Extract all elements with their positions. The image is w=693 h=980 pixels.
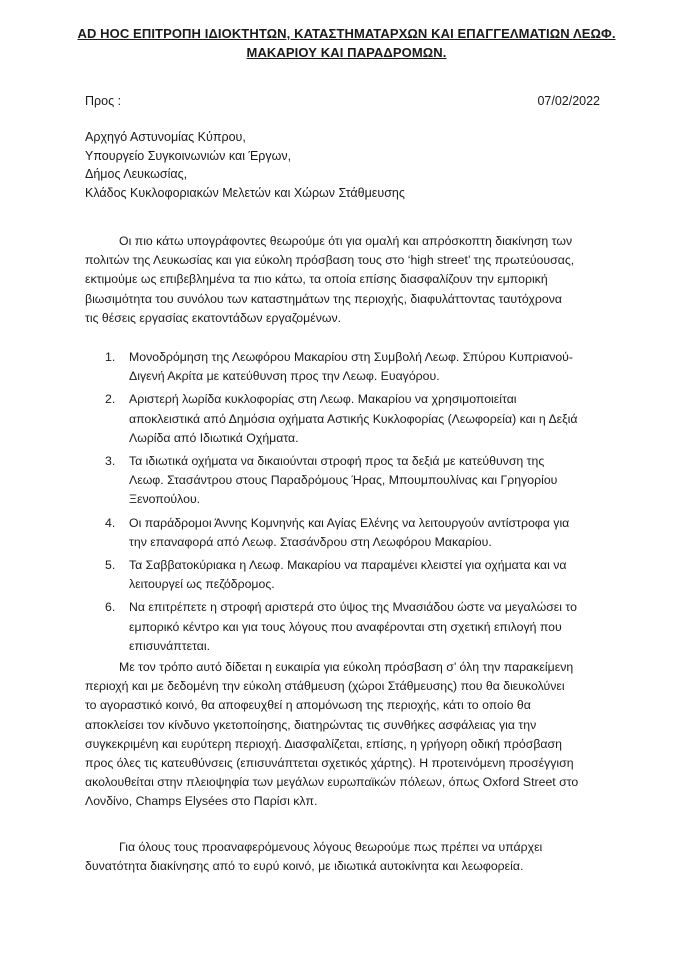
document-date: 07/02/2022 <box>537 94 600 108</box>
list-item <box>105 348 625 386</box>
document-title <box>60 24 633 62</box>
item-number: 4. <box>105 515 116 530</box>
intro-paragraph <box>85 232 615 328</box>
recipient: Αρχηγό Αστυνομίας Κύπρου, <box>85 130 246 144</box>
body-paragraph-2 <box>85 658 615 812</box>
proposals-list <box>105 348 625 660</box>
recipient: Δήμος Λευκωσίας, <box>85 167 188 181</box>
item-line: Τα Σαββατοκύριακα η Λεωφ. Μακαρίου να παραμένει κλειστεί για οχήματα και να <box>129 558 567 573</box>
item-line: Διγενή Ακρίτα με κατεύθυνση προς την Λεωφ. Ευαγόρου. <box>129 369 440 384</box>
paragraph-line: το αγοραστικό κοινό, θα αποφευχθεί η απομόνωση της περιοχής, κάτι το οποίο θα <box>85 698 531 713</box>
intro-line: Οι πιο κάτω υπογράφοντες θεωρούμε ότι για ομαλή και απρόσκοπτη διακίνηση των <box>119 234 573 248</box>
intro-line: τις θέσεις εργασίας εκατοντάδων εργαζομένων. <box>85 310 342 325</box>
item-line: Να επιτρέπετε η στροφή αριστερά στο ύψος της Μνασιάδου ώστε να μεγαλώσει το <box>129 600 577 615</box>
paragraph-line: Λονδίνο, Champs Elysées στο Παρίσι κλπ. <box>85 794 318 809</box>
paragraph-line: αποκλείσει τον κίνδυνο γκετοποίησης, διατηρώντας τις συνθήκες ασφάλειας για την <box>85 717 537 732</box>
paragraph-line: συγκεκριμένη και ευρύτερη περιοχή. Διασφαλίζεται, επίσης, η γρήγορη οδική πρόσβαση <box>85 736 562 751</box>
title-line-1: AD HOC ΕΠΙΤΡΟΠΗ ΙΔΙΟΚΤΗΤΩΝ, ΚΑΤΑΣΤΗΜΑΤΑΡΧΩΝ ΚΑΙ ΕΠΑΓΓΕΛΜΑΤΙΩΝ ΛΕΩΦ. <box>77 26 616 41</box>
recipient: Κλάδος Κυκλοφοριακών Μελετών και Χώρων Στάθμευσης <box>85 185 405 200</box>
intro-line: πολιτών της Λευκωσίας και για εύκολη πρόσβαση τους στο ‘high street’ της πρωτεύουσας, <box>85 253 575 268</box>
item-line: επισυνάπτεται. <box>129 638 211 653</box>
paragraph-line: ακολουθείται στην πλειοψηφία των μεγάλων ευρωπαϊκών πόλεων, όπως Oxford Street στο <box>85 775 579 790</box>
item-number: 2. <box>105 392 116 407</box>
item-line: Λεωφ. Στασάντρου στους Παραδρόμους Ήρας, Μπουμπουλίνας και Γρηγορίου <box>129 473 558 488</box>
item-line: Μονοδρόμηση της Λεωφόρου Μακαρίου στη Συμβολή Λεωφ. Σπύρου Κυπριανού- <box>129 350 574 364</box>
item-line: αποκλειστικά από Δημόσια οχήματα Αστικής Κυκλοφορίας (Λεωφορεία) και η Δεξιά <box>129 411 578 426</box>
list-item <box>105 390 625 448</box>
recipients-list <box>85 128 405 202</box>
item-number: 3. <box>105 454 116 469</box>
item-line: λειτουργεί ως πεζόδρομος. <box>129 577 275 592</box>
item-line: Ξενοπούλου. <box>129 492 201 507</box>
intro-line: βιωσιμότητα του συνόλου των καταστημάτων της περιοχής, διαφυλάττοντας ταυτόχρονα <box>85 291 562 306</box>
item-line: εμπορικό κέντρο και για τους λόγους που αναφέρονται στη σχετική επιλογή που <box>129 619 562 634</box>
paragraph-line: δυνατότητα διακίνησης από το ευρύ κοινό, με ιδιωτικά αυτοκίνητα και λεωφορεία. <box>85 859 524 874</box>
paragraph-line: Για όλους τους προαναφερόμενους λόγους θεωρούμε πως πρέπει να υπάρχει <box>119 840 543 854</box>
body-paragraph-3 <box>85 838 615 876</box>
paragraph-line: προς όλες τις κατευθύνσεις (επισυνάπτεται σχετικός χάρτης). Η προτεινόμενη προσέγγιση <box>85 756 574 771</box>
list-item <box>105 598 625 656</box>
item-number: 5. <box>105 558 116 573</box>
item-line: Οι παράδρομοι Άννης Κομνηνής και Αγίας Ελένης να λειτουργούν αντίστροφα για <box>129 515 570 530</box>
recipient: Υπουργείο Συγκοινωνιών και Έργων, <box>85 148 292 163</box>
list-item <box>105 452 625 510</box>
item-line: Λωρίδα από Ιδιωτικά Οχήματα. <box>129 430 299 445</box>
item-line: Τα ιδιωτικά οχήματα να δικαιούνται στροφή προς τα δεξιά με κατεύθυνση της <box>129 454 545 469</box>
to-label: Προς : <box>85 94 122 108</box>
item-number: 6. <box>105 600 116 615</box>
item-number: 1. <box>105 350 116 364</box>
list-item <box>105 556 625 594</box>
item-line: Αριστερή λωρίδα κυκλοφορίας στη Λεωφ. Μακαρίου να χρησιμοποιείται <box>129 392 517 407</box>
list-item <box>105 514 625 552</box>
intro-line: εκτιμούμε ως επιβεβλημένα τα πιο κάτω, τα οποία επίσης διασφαλίζουν την εμπορική <box>85 272 548 287</box>
paragraph-line: Με τον τρόπο αυτό δίδεται η ευκαιρία για εύκολη πρόσβαση σ’ όλη την παρακείμενη <box>119 660 574 674</box>
title-line-2: ΜΑΚΑΡΙΟΥ ΚΑΙ ΠΑΡΑΔΡΟΜΩΝ. <box>246 45 447 60</box>
paragraph-line: περιοχή και με δεδομένη την εύκολη στάθμευση (χώροι Στάθμευσης) που θα διευκολύνει <box>85 679 565 694</box>
item-line: την επαναφορά από Λεωφ. Στασάνδρου στη Λεωφόρου Μακαρίου. <box>129 534 492 549</box>
